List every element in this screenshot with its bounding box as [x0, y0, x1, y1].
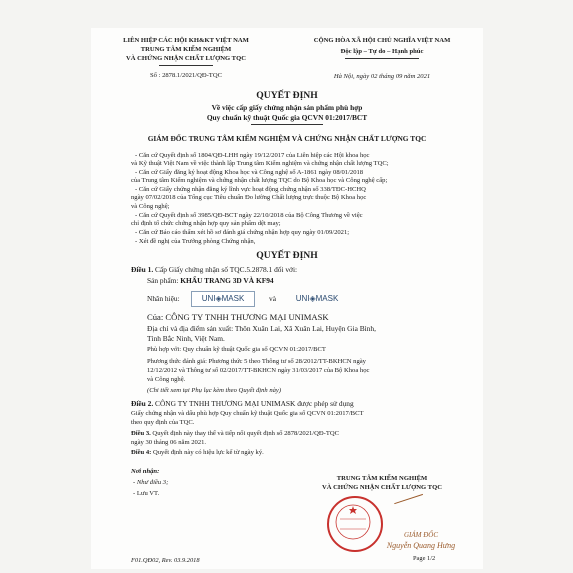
legal-basis-line: chỉ định tổ chức chứng nhận hợp quy sản phẩm dệt may;: [131, 220, 281, 227]
article2-text: CÔNG TY TNHH THƯƠNG MẠI UNIMASK được phép sử dụng: [153, 399, 354, 408]
document-date: Hà Nội, ngày 02 tháng 09 năm 2021: [333, 73, 431, 80]
article4-label: Điều 4:: [131, 449, 152, 456]
article1-label: Điều 1.: [131, 265, 154, 274]
page-number: Page 1/2: [413, 555, 436, 562]
signature-scribble-icon: [394, 494, 430, 525]
article3-line2: ngày 30 tháng 06 năm 2021.: [131, 439, 207, 446]
legal-basis-line: - Căn cứ Quyết định số 1804/QĐ-LHH ngày 19/12/2017 của Liên hiệp các Hội khoa học: [135, 152, 370, 159]
document-title: QUYẾT ĐỊNH: [256, 90, 318, 101]
legal-basis-line: - Căn cứ Quyết định số 3985/QĐ-BCT ngày 22/10/2018 của Bộ Công Thương về việc: [135, 212, 363, 219]
product-line: [147, 276, 274, 285]
signature-org-line2: VÀ CHỨNG NHẬN CHẤT LƯỢNG TQC: [322, 484, 442, 491]
header-org-line3: VÀ CHỨNG NHẬN CHẤT LƯỢNG TQC: [126, 55, 246, 62]
legal-basis-line: - Căn cứ Giấy đăng ký hoạt động Khoa học và Công nghệ số A-1861 ngày 08/01/2018: [135, 169, 364, 176]
legal-basis-line: ngày 07/02/2018 của Tổng cục Tiêu chuẩn Đo lường Chất lượng trực thuộc Bộ Khoa học: [131, 194, 367, 201]
article2-line2: Giấy chứng nhận và dấu phù hợp Quy chuẩn kỹ thuật Quốc gia số QCVN 01:2017/BCT: [131, 410, 364, 417]
decision-heading: QUYẾT ĐỊNH: [256, 250, 318, 261]
method-line3: và Công nghệ.: [147, 376, 186, 383]
article2-line3: theo quy định của TQC.: [131, 419, 195, 426]
brand-logo-unimask-boxed: UNI◈MASK: [191, 291, 255, 307]
product-prefix: Sản phẩm:: [147, 276, 181, 285]
national-title: CỘNG HÒA XÃ HỘI CHỦ NGHĨA VIỆT NAM: [313, 37, 451, 44]
header-org-line2: TRUNG TÂM KIỂM NGHIỆM: [140, 46, 232, 53]
article4-line: [131, 449, 264, 457]
method-line1: Phương thức đánh giá: Phương thức 5 theo Thông tư số 28/2012/TT-BKHCN ngày: [147, 358, 366, 365]
company-prefix: Của:: [147, 312, 166, 322]
recipient-item: - Lưu VT.: [133, 490, 160, 497]
signature-name: Nguyễn Quang Hưng: [386, 541, 456, 550]
product-name: KHẨU TRANG 3D VÀ KF94: [180, 276, 274, 285]
legal-basis-line: của Trung tâm Kiểm nghiệm và chứng nhận chất lượng TQC do Bộ Khoa học và Công nghệ cấp;: [131, 177, 388, 184]
recipients-label: Nơi nhận:: [131, 468, 160, 475]
article2-line1: [131, 399, 354, 408]
recipient-item: - Như điều 3;: [133, 479, 169, 486]
article3-label: Điều 3.: [131, 430, 151, 437]
address-line1: Địa chỉ và địa điểm sản xuất: Thôn Xuân Lai, Xã Xuân Lai, Huyện Gia Bình,: [147, 324, 376, 333]
director-line: GIÁM ĐỐC TRUNG TÂM KIỂM NGHIỆM VÀ CHỨNG NHẬN CHẤT LƯỢNG TQC: [147, 134, 427, 143]
legal-basis-line: - Căn cứ Giấy chứng nhận đăng ký lĩnh vực hoạt động chứng nhận số 338/TĐC-HCHQ: [135, 186, 366, 193]
article1-text: Cấp Giấy chứng nhận số TQC.5.2878.1 đối với:: [153, 265, 298, 274]
article4-text: Quyết định này có hiệu lực kể từ ngày ký.: [151, 449, 264, 456]
article2-label: Điều 2.: [131, 399, 154, 408]
article3-text: Quyết định này thay thế và tiếp nối quyết định số 2878/2021/QĐ-TQC: [150, 430, 340, 437]
subject-line1: Về việc cấp giấy chứng nhận sản phẩm phù hợp: [211, 103, 363, 112]
header-org-line1: LIÊN HIỆP CÁC HỘI KH&KT VIỆT NAM: [123, 37, 249, 44]
legal-basis-line: và Công nghệ;: [131, 203, 170, 210]
document-number: Số : 2878.1/2021/QĐ-TQC: [150, 72, 222, 79]
signature-org-line1: TRUNG TÂM KIỂM NGHIỆM: [336, 475, 428, 482]
company-line: [147, 312, 329, 322]
decision-document: [91, 28, 483, 569]
header-right-rule: [345, 58, 419, 59]
national-motto: Độc lập – Tự do – Hạnh phúc: [340, 48, 424, 55]
header-left-rule: [159, 65, 213, 66]
legal-basis-line: và Kỹ thuật Việt Nam về việc thành lập Trung tâm Kiểm nghiệm và chứng nhận chất lượng TQC;: [131, 160, 389, 167]
legal-basis-line: - Xét đề nghị của Trưởng phòng Chứng nhận,: [135, 238, 256, 245]
address-line2: Tỉnh Bắc Ninh, Việt Nam.: [147, 334, 225, 343]
brand-logo-unimask: UNI◈MASK: [295, 294, 339, 303]
appendix-note: (Chi tiết xem tại Phụ lục kèm theo Quyết định này): [147, 387, 282, 394]
subject-line2: Quy chuẩn kỹ thuật Quốc gia QCVN 01:2017/BCT: [206, 113, 368, 122]
signature-title: GIÁM ĐỐC: [403, 531, 439, 539]
method-line2: 12/12/2012 và Thông tư số 02/2017/TT-BKHCN ngày 31/03/2017 của Bộ Khoa học: [147, 367, 370, 374]
form-code: F01.QĐ02, Rev. 03.9.2018: [131, 557, 200, 564]
brand-label: Nhãn hiệu:: [147, 294, 180, 303]
article1-line: [131, 265, 297, 274]
article3-line1: [131, 430, 339, 438]
company-name: CÔNG TY TNHH THƯƠNG MẠI UNIMASK: [165, 312, 329, 322]
brand-and: và: [269, 294, 276, 303]
standard-line: Phù hợp với: Quy chuẩn kỹ thuật Quốc gia số QCVN 01:2017/BCT: [147, 346, 326, 353]
legal-basis-line: - Căn cứ Báo cáo thẩm xét hồ sơ đánh giá chứng nhận hợp quy ngày 01/09/2021;: [135, 229, 350, 236]
title-rule: [251, 124, 323, 125]
